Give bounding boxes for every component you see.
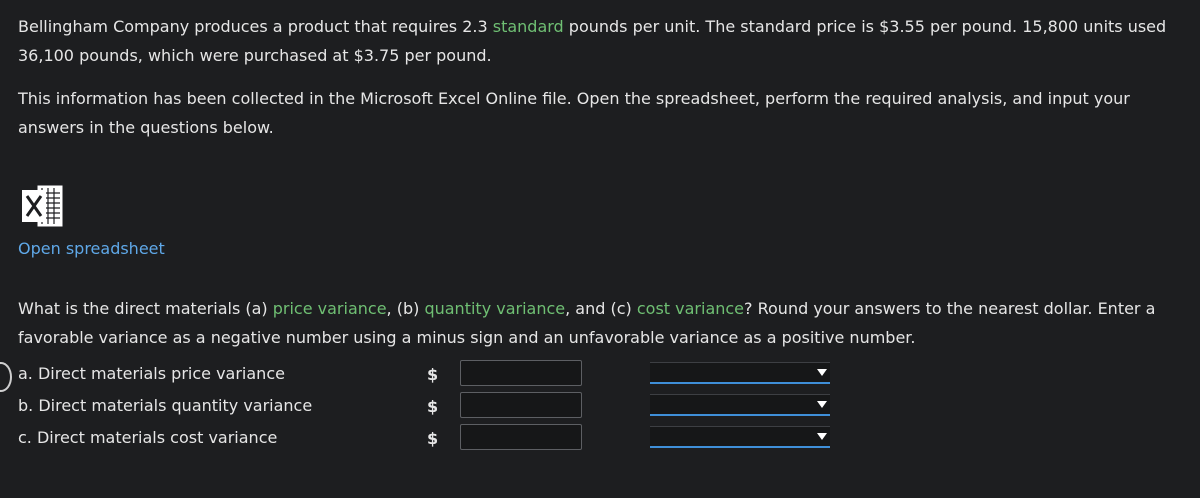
quantity-variance-input[interactable] (460, 392, 582, 418)
dollar-sign: $ (427, 365, 439, 384)
excel-icon[interactable] (18, 184, 66, 228)
answer-label: c. Direct materials cost variance (18, 428, 278, 447)
price-variance-input[interactable] (460, 360, 582, 386)
term-quantity-variance[interactable]: quantity variance (424, 299, 566, 318)
info-text: This information has been collected in the Microsoft Excel Online file. Open the spreadsheet, perform the required analysis, and input your answers in the questions below. (18, 89, 1130, 137)
cost-variance-type-dropdown[interactable] (650, 426, 830, 448)
answer-row-cost-variance (18, 424, 838, 452)
question-text-2: , (b) (386, 299, 425, 318)
dollar-sign: $ (427, 429, 439, 448)
answer-label: b. Direct materials quantity variance (18, 396, 313, 415)
term-cost-variance[interactable]: cost variance (636, 299, 745, 318)
question-text (18, 294, 1188, 352)
answer-label: a. Direct materials price variance (18, 364, 285, 383)
answer-row-price-variance (18, 360, 838, 388)
chevron-down-icon (817, 433, 827, 440)
question-text-4: ? Round your answers to the nearest dollar. Enter a favorable variance as a negative number using a minus sign and an unfavorable variance as a positive number. (18, 299, 1156, 347)
chevron-down-icon (817, 369, 827, 376)
term-standard[interactable]: standard (492, 17, 564, 36)
open-spreadsheet-link[interactable]: Open spreadsheet (18, 239, 165, 258)
question-text-3: , and (c) (565, 299, 637, 318)
price-variance-type-dropdown[interactable] (650, 362, 830, 384)
problem-statement (18, 12, 1188, 70)
question-text-1: What is the direct materials (a) (18, 299, 273, 318)
current-question-marker (0, 362, 12, 392)
term-price-variance[interactable]: price variance (272, 299, 387, 318)
answer-row-quantity-variance (18, 392, 838, 420)
problem-text-2: pounds per unit. The standard price is $3.55 per pound. 15,800 units used 36,100 pounds, which were purchased at $3.75 per pound. (18, 17, 1167, 65)
problem-text-1: Bellingham Company produces a product that requires 2.3 (18, 17, 493, 36)
chevron-down-icon (817, 401, 827, 408)
quantity-variance-type-dropdown[interactable] (650, 394, 830, 416)
dollar-sign: $ (427, 397, 439, 416)
cost-variance-input[interactable] (460, 424, 582, 450)
